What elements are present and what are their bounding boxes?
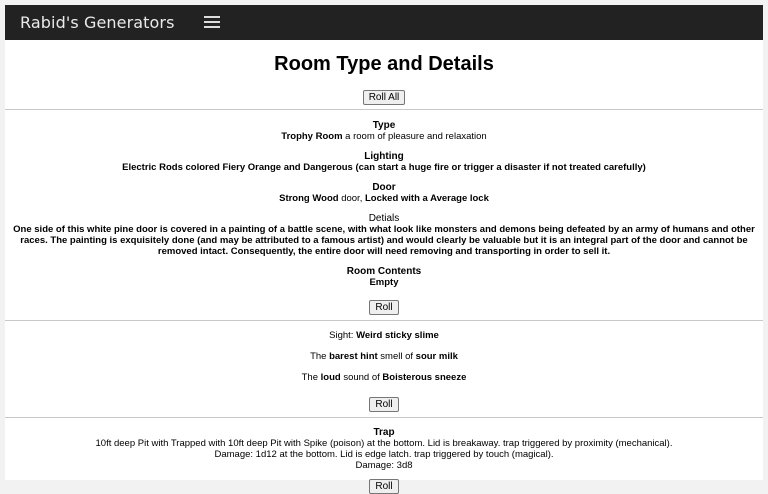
door-value: Strong Wood door, Locked with a Average lock: [279, 193, 489, 204]
senses-section: [5, 321, 763, 412]
room-contents-label: Room Contents: [346, 266, 422, 277]
trap-label: Trap: [373, 427, 395, 438]
senses-roll-button[interactable]: Roll: [369, 397, 398, 412]
page-title: Room Type and Details: [274, 53, 494, 75]
room-roll-button[interactable]: Roll: [369, 300, 398, 315]
type-label: Type: [372, 120, 396, 131]
menu-icon[interactable]: [204, 16, 221, 29]
lighting-value: Electric Rods colored Fiery Orange and Dangerous (can start a huge fire or trigger a disaster if not treated carefully): [122, 162, 646, 173]
smell-line: The barest hint smell of sour milk: [310, 351, 458, 362]
trap-line-2: Damage: 1d12 at the bottom. Lid is edge latch. trap triggered by touch (magical).: [214, 449, 554, 460]
room-contents-value: Empty: [369, 277, 399, 288]
sight-line: Sight: Weird sticky slime: [329, 330, 439, 341]
trap-line-1: 10ft deep Pit with Trapped with 10ft deep Pit with Spike (poison) at the bottom. Lid is breakaway. trap triggered by proximity (mechanical).: [95, 438, 673, 449]
door-label: Door: [372, 182, 396, 193]
roll-all-button[interactable]: Roll All: [363, 90, 406, 105]
trap-line-3: Damage: 3d8: [355, 460, 413, 471]
trap-roll-button[interactable]: Roll: [369, 479, 398, 494]
main-content: [5, 40, 763, 492]
details-text: One side of this white pine door is covered in a painting of a battle scene, with what look like monsters and demons being defeated by an army of humans and other races. The painting is exquisitely done (and may be attributed to a famous artist) and would clearly be valuable but it is an integral part of the door and cannot be removed intact. Consequently, the entire door will need removing and transporting in order to sell it.: [13, 224, 755, 257]
details-label: Detials: [368, 213, 400, 224]
lighting-label: Lighting: [364, 151, 404, 162]
sound-line: The loud sound of Boisterous sneeze: [301, 372, 467, 383]
type-value: Trophy Room a room of pleasure and relaxation: [281, 131, 487, 142]
top-navbar: [5, 5, 763, 40]
brand-title[interactable]: Rabid's Generators: [20, 13, 175, 32]
trap-section: [5, 418, 763, 494]
room-section: [5, 110, 763, 315]
